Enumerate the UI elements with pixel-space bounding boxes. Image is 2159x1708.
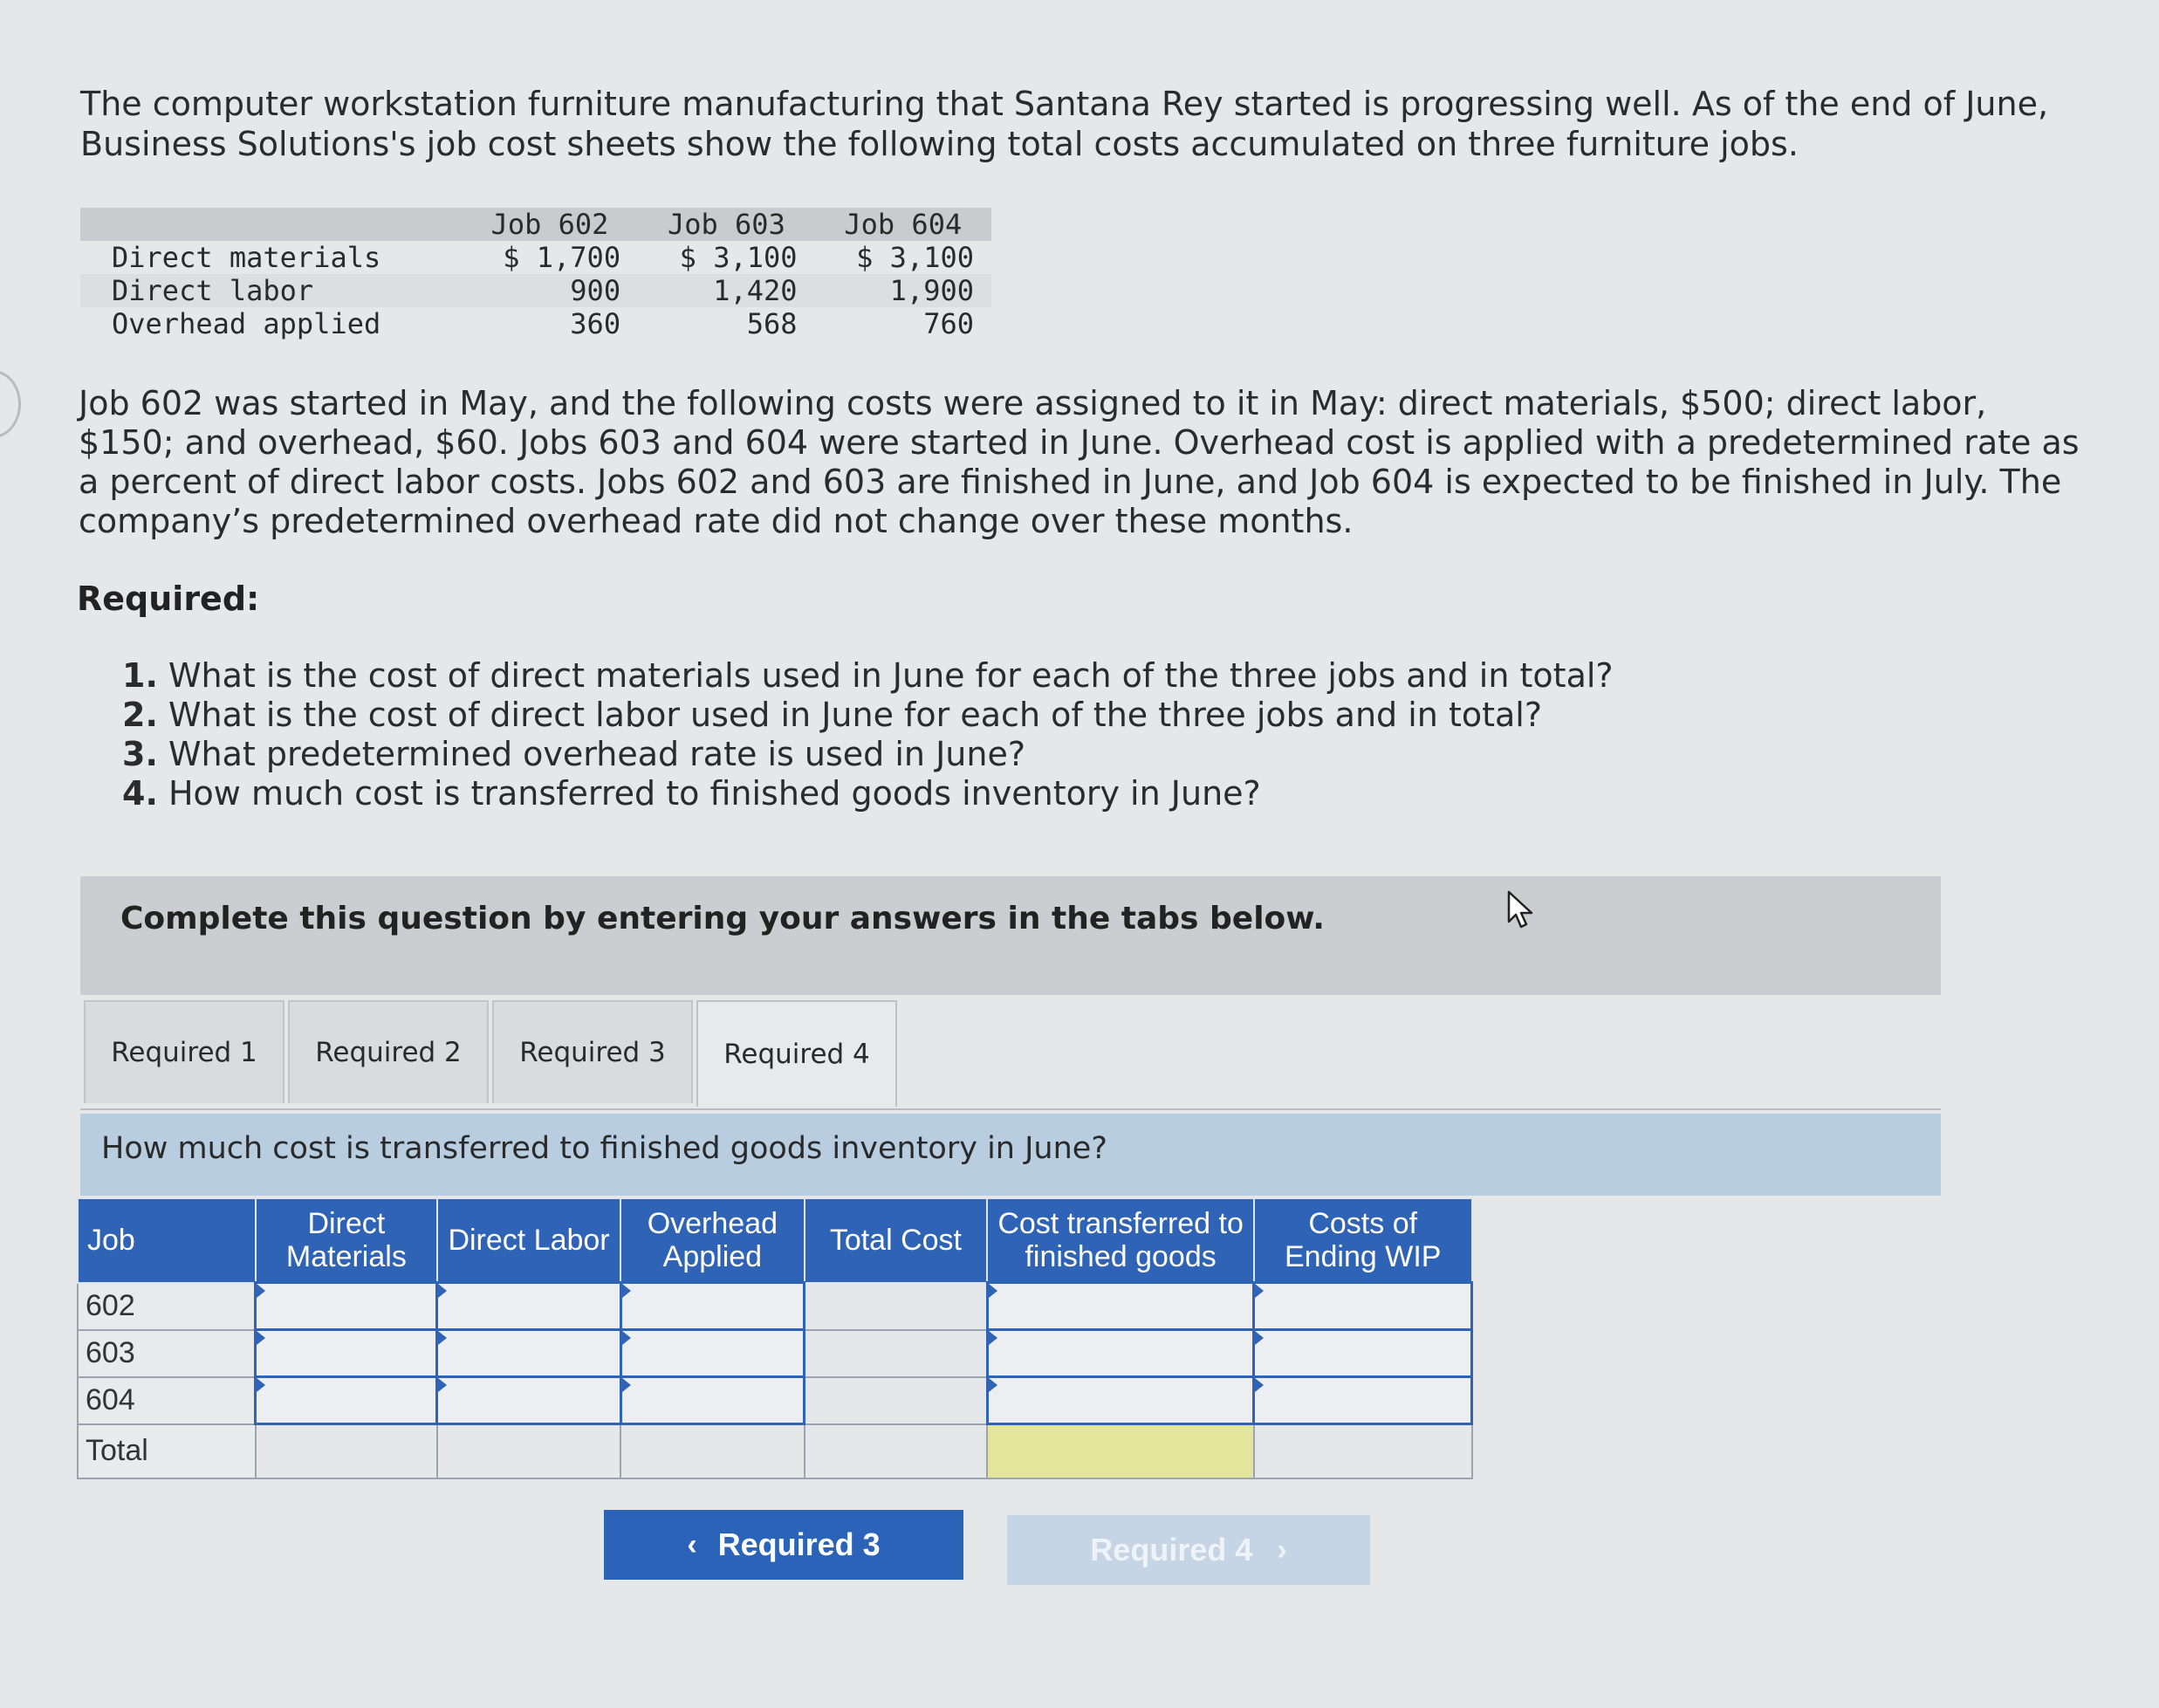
oh-604-input[interactable]: [620, 1377, 804, 1424]
prev-required-button[interactable]: [604, 1510, 963, 1580]
oh-602-input[interactable]: [620, 1283, 804, 1330]
transferred-603-input[interactable]: [987, 1330, 1254, 1377]
answer-table: [77, 1197, 1473, 1479]
header-overhead-applied: Overhead Applied: [620, 1198, 804, 1283]
total-wip-cell: [1254, 1424, 1472, 1478]
tab-required-1[interactable]: Required 1: [84, 1000, 284, 1103]
mouse-cursor-icon: [1506, 890, 1536, 930]
header-job-604: Job 604: [844, 208, 963, 241]
transferred-602-input[interactable]: [987, 1283, 1254, 1330]
dm-602-input[interactable]: [256, 1283, 437, 1330]
header-direct-labor: Direct Labor: [437, 1198, 620, 1283]
total-oh-cell: [620, 1424, 804, 1478]
chevron-right-icon: ›: [1277, 1533, 1287, 1567]
total-dl-cell: [437, 1424, 620, 1478]
header-job-603: Job 603: [667, 208, 785, 241]
required-item: 1. What is the cost of direct materials used in June for each of the three jobs and in total?: [122, 656, 1614, 695]
job-cost-table: [80, 208, 991, 340]
total-cost-cell: [805, 1424, 988, 1478]
total-label: Total: [78, 1424, 256, 1478]
total-row: [78, 1424, 1472, 1478]
total-602-cell: [805, 1283, 988, 1330]
answer-header-row: [78, 1198, 1472, 1283]
answer-tabs: [84, 1000, 901, 1107]
table-row: [78, 1377, 1472, 1424]
required-item: 4. How much cost is transferred to finished goods inventory in June?: [122, 774, 1261, 813]
total-603-cell: [805, 1330, 988, 1377]
cost-row-direct-labor: Direct labor 900 1,420 1,900: [80, 274, 991, 307]
dm-603-input[interactable]: [256, 1330, 437, 1377]
wip-603-input[interactable]: [1254, 1330, 1472, 1377]
dl-604-input[interactable]: [437, 1377, 620, 1424]
tab-required-3[interactable]: Required 3: [492, 1000, 693, 1103]
tab-required-2[interactable]: Required 2: [288, 1000, 489, 1103]
total-604-cell: [805, 1377, 988, 1424]
table-row: [78, 1283, 1472, 1330]
next-button-label: Required 4: [1090, 1532, 1253, 1567]
tab-divider: [80, 1108, 1941, 1110]
problem-paragraph: Job 602 was started in May, and the following costs were assigned to it in May: direct materials, $500; direct labor, $150; and overhead, $60. Jobs 603 and 604 were started in June. Overhead cost is applied with a predetermined rate as a percent of direct labor costs. Jobs 602 and 603 are finished in June, and Job 604 is expected to be finished in July. The company’s predetermined overhead rate did not change over these months.: [79, 384, 2080, 540]
instruction-banner: Complete this question by entering your answers in the tabs below.: [80, 876, 1941, 995]
required-list: [122, 656, 1868, 813]
job-604-label: 604: [78, 1377, 256, 1424]
header-job: Job: [78, 1198, 256, 1283]
header-cost-transferred: Cost transferred to finished goods: [987, 1198, 1254, 1283]
cost-row-overhead-applied: Overhead applied 360 568 760: [112, 307, 974, 340]
total-dm-cell: [256, 1424, 437, 1478]
question-bar: How much cost is transferred to finished goods inventory in June?: [80, 1114, 1941, 1196]
job-602-label: 602: [78, 1283, 256, 1330]
wip-602-input[interactable]: [1254, 1283, 1472, 1330]
header-direct-materials: Direct Materials: [256, 1198, 437, 1283]
dm-604-input[interactable]: [256, 1377, 437, 1424]
header-job-602: Job 602: [490, 208, 609, 241]
radio-edge-icon: [0, 370, 21, 438]
header-ending-wip: Costs of Ending WIP: [1254, 1198, 1472, 1283]
table-row: [78, 1330, 1472, 1377]
dl-602-input[interactable]: [437, 1283, 620, 1330]
cost-table-header: [80, 208, 991, 241]
oh-603-input[interactable]: [620, 1330, 804, 1377]
wip-604-input[interactable]: [1254, 1377, 1472, 1424]
prev-button-label: Required 3: [717, 1526, 881, 1562]
cost-row-direct-materials: Direct materials $ 1,700 $ 3,100 $ 3,100: [112, 241, 974, 274]
total-transferred-cell: [987, 1424, 1254, 1478]
required-heading: Required:: [77, 580, 260, 618]
required-item: 2. What is the cost of direct labor used in June for each of the three jobs and in total?: [122, 696, 1543, 734]
next-required-button[interactable]: [1007, 1515, 1370, 1585]
required-item: 3. What predetermined overhead rate is used in June?: [122, 735, 1025, 773]
tab-required-4[interactable]: Required 4: [696, 1000, 897, 1107]
header-total-cost: Total Cost: [805, 1198, 988, 1283]
chevron-left-icon: ‹: [687, 1527, 697, 1561]
job-603-label: 603: [78, 1330, 256, 1377]
dl-603-input[interactable]: [437, 1330, 620, 1377]
transferred-604-input[interactable]: [987, 1377, 1254, 1424]
intro-paragraph: The computer workstation furniture manufacturing that Santana Rey started is progressing well. As of the end of June, Business Solutions's job cost sheets show the following total costs accumulated on three furniture jobs.: [80, 85, 2049, 163]
